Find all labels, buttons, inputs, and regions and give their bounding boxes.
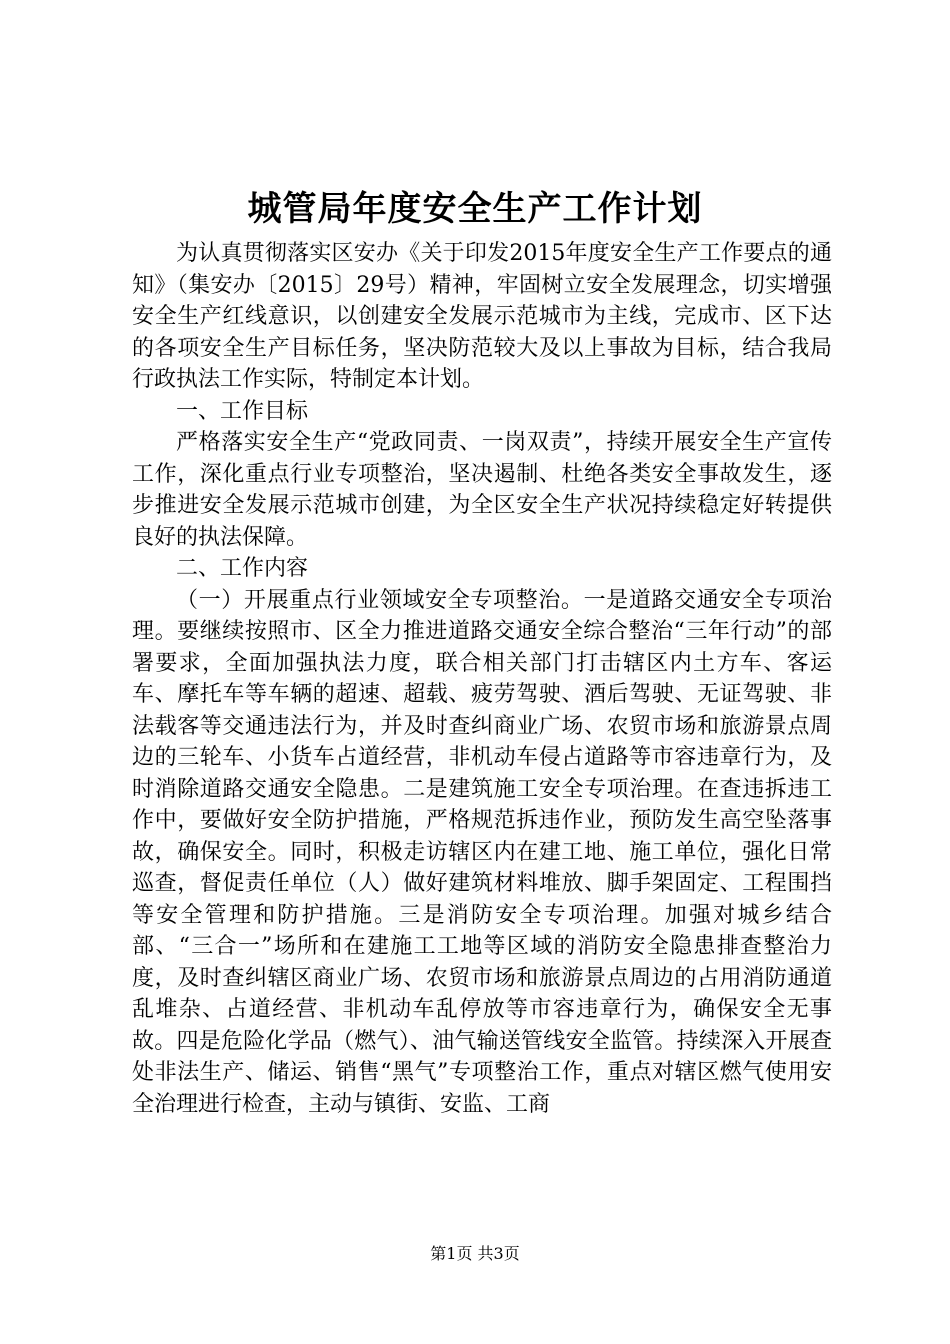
section-heading-goals: 一、工作目标 xyxy=(176,398,309,424)
content-paragraph: （一）开展重点行业领域安全专项整治。一是道路交通安全专项治理。要继续按照市、区全力推进道路交通安全综合整治“三年行动”的部署要求，全面加强执法力度，联合相关部门打击辖区内土方车、客运车、摩托车等车辆的超速、超载、疲劳驾驶、酒后驾驶、无证驾驶、非法载客等交通违法行为，并及时查纠商业广场、农贸市场和旅游景点周边的三轮车、小货车占道经营，非机动车侵占道路等市容违章行为，及时消除道路交通安全隐患。二是建筑施工安全专项治理。在查违拆违工作中，要做好安全防护措施，严格规范拆违作业，预防发生高空坠落事故，确保安全。同时，积极走访辖区内在建工地、施工单位，强化日常巡查，督促责任单位（人）做好建筑材料堆放、脚手架固定、工程围挡等安全管理和防护措施。三是消防安全专项治理。加强对城乡结合部、“三合一”场所和在建施工工地等区域的消防安全隐患排查整治力度，及时查纠辖区商业广场、农贸市场和旅游景点周边的占用消防通道乱堆杂、占道经营、非机动车乱停放等市容违章行为，确保安全无事故。四是危险化学品（燃气）、油气输送管线安全监管。持续深入开展查处非法生产、储运、销售“黑气”专项整治工作，重点对辖区燃气使用安全治理进行检查，主动与镇街、安监、工商 xyxy=(132,587,832,1117)
document-title: 城管局年度安全生产工作计划 xyxy=(247,189,703,229)
page-footer: 第1页 共3页 xyxy=(430,1244,520,1263)
goals-paragraph: 严格落实安全生产“党政同责、一岗双责”，持续开展安全生产宣传工作，深化重点行业专项整治，坚决遏制、杜绝各类安全事故发生，逐步推进安全发展示范城市创建，为全区安全生产状况持续稳定好转提供良好的执法保障。 xyxy=(132,430,832,550)
section-heading-content: 二、工作内容 xyxy=(176,556,309,581)
intro-paragraph: 为认真贯彻落实区安办《关于印发2015年度安全生产工作要点的通知》（集安办〔2015〕29号）精神，牢固树立安全发展理念，切实增强安全生产红线意识，以创建安全发展示范城市为主线，完成市、区下达的各项安全生产目标任务，坚决防范较大及以上事故为目标，结合我局行政执法工作实际，特制定本计划。 xyxy=(132,241,832,392)
document-body xyxy=(132,238,832,1120)
